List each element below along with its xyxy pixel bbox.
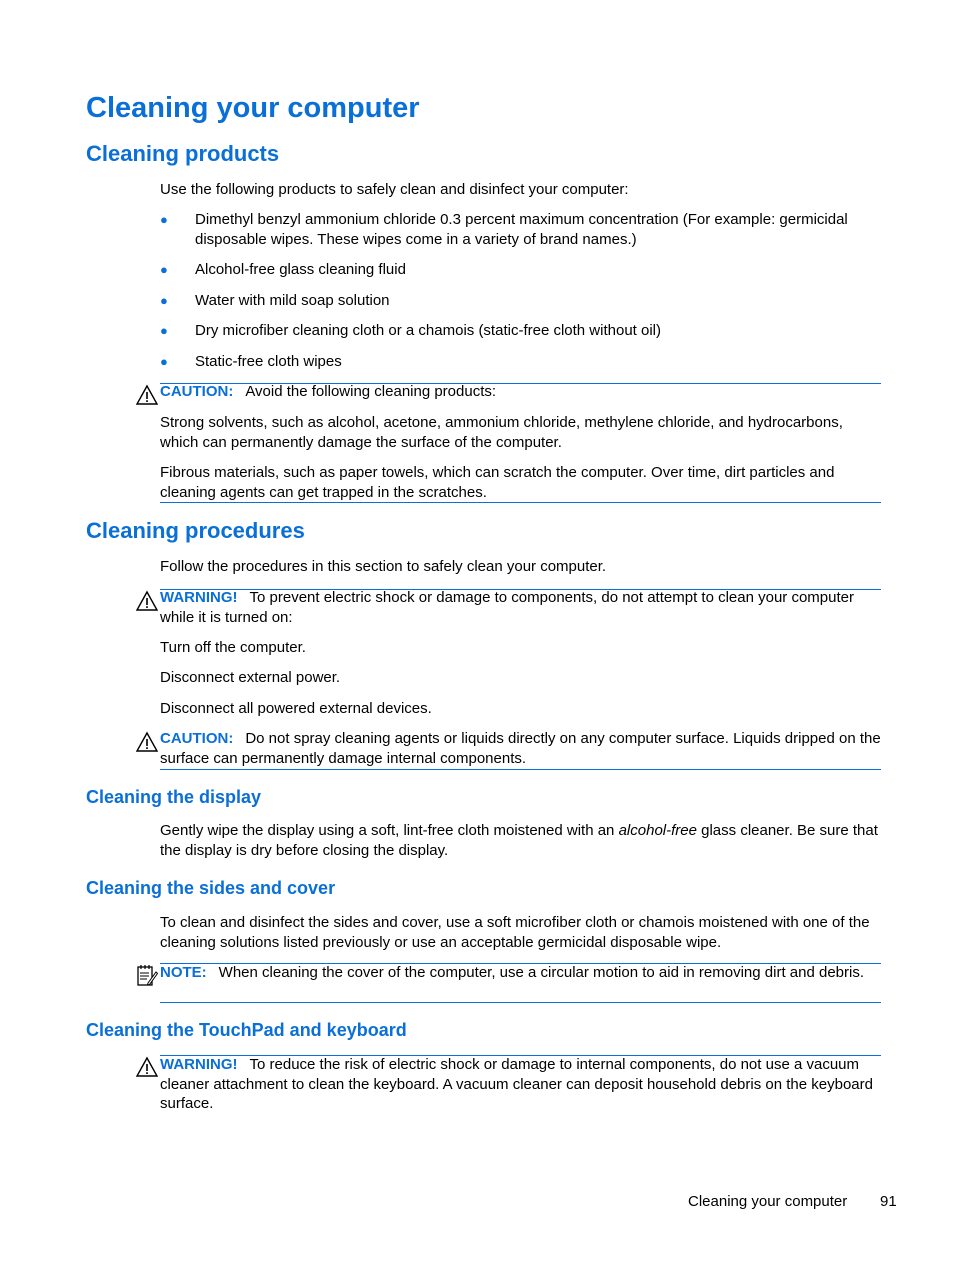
procedures-intro: Follow the procedures in this section to safely clean your computer. [160, 558, 607, 575]
display-text-italic: alcohol-free [618, 822, 697, 839]
caution-paragraph: Fibrous materials, such as paper towels, which can scratch the computer. Over time, dirt particles and cleaning agents can get trapped in the scratches. [160, 464, 835, 501]
caution-label: CAUTION: [160, 730, 234, 747]
warning-triangle-icon [136, 731, 158, 753]
list-item [160, 321, 882, 341]
note-label: NOTE: [160, 964, 207, 981]
page-number: 91 [880, 1193, 897, 1210]
bullet-icon: ● [160, 323, 168, 338]
warning-triangle-icon [136, 384, 158, 406]
section-heading-cleaning-products: Cleaning products [86, 141, 280, 166]
warning-step: Disconnect all powered external devices. [160, 700, 432, 717]
warning-label: WARNING! [160, 1056, 238, 1073]
display-text: Gently wipe the display using a soft, lint-free cloth moistened with an [160, 822, 619, 839]
subsection-heading-display: Cleaning the display [86, 787, 262, 807]
caution-notice [160, 729, 882, 768]
warning-label: WARNING! [160, 589, 238, 606]
list-item [160, 291, 882, 311]
section-heading-cleaning-procedures: Cleaning procedures [86, 518, 305, 543]
notice-bottom-rule [160, 769, 881, 770]
caution-text: Avoid the following cleaning products: [245, 383, 497, 400]
bullet-icon: ● [160, 262, 168, 277]
warning-text: To reduce the risk of electric shock or damage to internal components, do not use a vacuum cleaner attachment to clean the keyboard. A vacuum cleaner can deposit household debris on the keyboard surface. [160, 1056, 873, 1112]
notice-bottom-rule [160, 1002, 881, 1003]
caution-notice [160, 382, 882, 402]
sides-paragraph: To clean and disinfect the sides and cover, use a soft microfiber cloth or chamois moistened with one of the cleaning solutions listed previously or use an acceptable germicidal disposable wipe. [160, 914, 870, 951]
notice-bottom-rule [160, 502, 881, 503]
list-item [160, 352, 882, 372]
warning-step: Disconnect external power. [160, 669, 341, 686]
warning-notice [160, 588, 882, 627]
warning-step: Turn off the computer. [160, 639, 306, 656]
bullet-icon: ● [160, 293, 168, 308]
list-item-text: Static-free cloth wipes [195, 353, 342, 370]
subsection-heading-touchpad: Cleaning the TouchPad and keyboard [86, 1020, 407, 1040]
warning-triangle-icon [136, 1056, 158, 1078]
footer-section-title: Cleaning your computer [688, 1193, 848, 1210]
list-item-text: Dimethyl benzyl ammonium chloride 0.3 percent maximum concentration (For example: germicidal disposable wipes. These wipes come in a variety of brand names.) [195, 211, 848, 248]
warning-text: To prevent electric shock or damage to components, do not attempt to clean your computer while it is turned on: [160, 589, 854, 626]
list-item-text: Dry microfiber cleaning cloth or a chamois (static-free cloth without oil) [195, 322, 662, 339]
page-title: Cleaning your computer [86, 92, 420, 124]
list-item-text: Alcohol-free glass cleaning fluid [195, 261, 406, 278]
bullet-icon: ● [160, 354, 168, 369]
caution-text: Do not spray cleaning agents or liquids directly on any computer surface. Liquids dripped on the surface can permanently damage internal components. [160, 730, 881, 767]
bullet-icon: ● [160, 212, 168, 227]
warning-triangle-icon [136, 590, 158, 612]
caution-label: CAUTION: [160, 383, 234, 400]
note-notice [160, 963, 882, 983]
subsection-heading-sides: Cleaning the sides and cover [86, 878, 336, 898]
warning-notice [160, 1055, 882, 1114]
display-paragraph [160, 821, 882, 860]
note-pad-icon [136, 964, 158, 986]
list-item [160, 210, 882, 250]
list-item-text: Water with mild soap solution [195, 292, 390, 309]
note-text: When cleaning the cover of the computer, use a circular motion to aid in removing dirt and debris. [218, 964, 865, 981]
products-intro: Use the following products to safely clean and disinfect your computer: [160, 181, 629, 198]
list-item [160, 260, 882, 280]
display-text: glass cleaner. Be sure that the display is dry before closing the display. [160, 822, 878, 859]
caution-paragraph: Strong solvents, such as alcohol, acetone, ammonium chloride, methylene chloride, and hydrocarbons, which can permanently damage the surface of the computer. [160, 414, 843, 451]
